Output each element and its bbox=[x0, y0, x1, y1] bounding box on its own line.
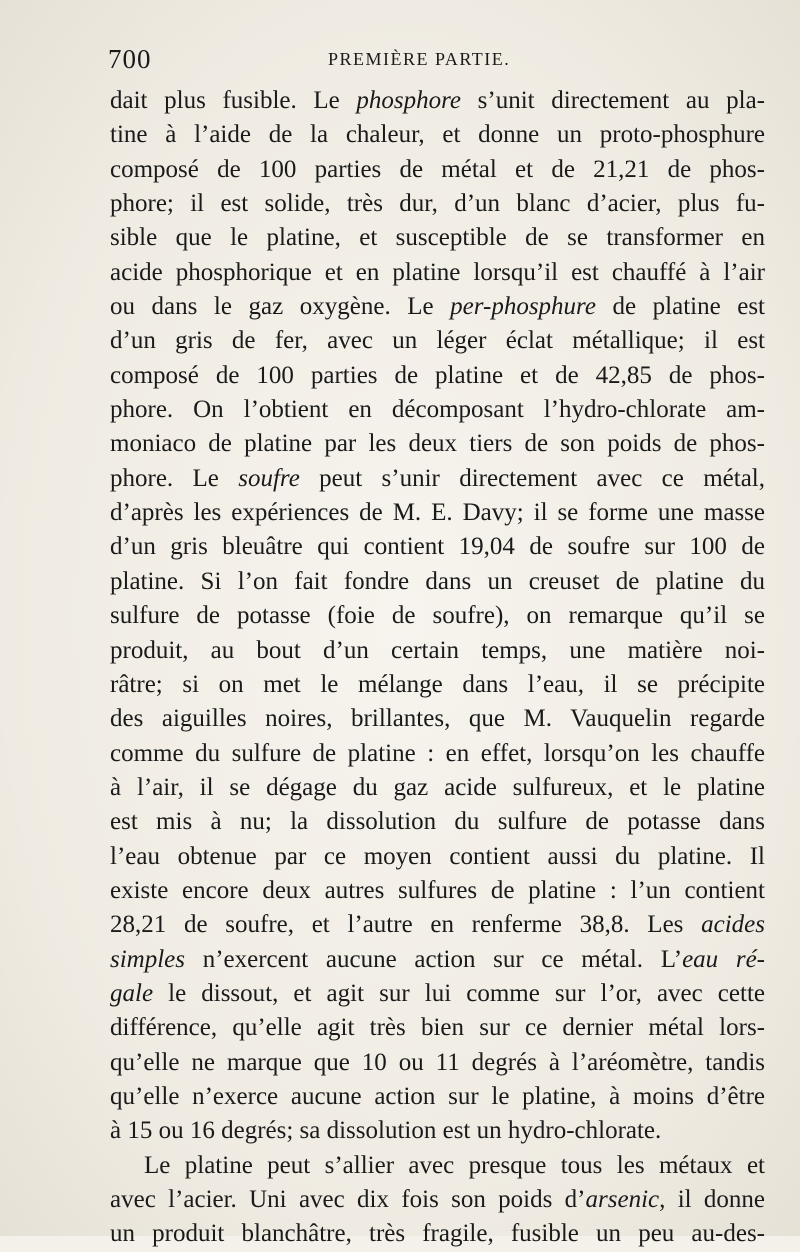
text-run: d’après les expériences de M. E. Davy; il se forme une masse bbox=[110, 499, 765, 527]
text-run: un produit blanchâtre, très fragile, fusible un peu au-des- bbox=[110, 1220, 765, 1248]
text-line bbox=[110, 1149, 765, 1183]
text-run: existe encore deux autres sulfures de platine : l’un contient bbox=[110, 876, 765, 904]
italic-term: phosphore bbox=[356, 87, 462, 114]
italic-term: acides bbox=[701, 911, 765, 939]
text-line bbox=[110, 290, 765, 324]
text-run: peut s’unir directement avec ce métal, bbox=[299, 464, 765, 492]
text-run: des aiguilles noires, brillantes, que M. Vauquelin regarde bbox=[110, 705, 765, 733]
text-run: le dissout, et agit sur lui comme sur l’or, avec cette bbox=[153, 979, 765, 1007]
text-run: avec l’acier. Uni avec dix fois son poids d’ bbox=[110, 1186, 586, 1213]
text-run: de platine est bbox=[595, 293, 765, 321]
text-line bbox=[110, 943, 765, 977]
text-run: qu’elle ne marque que 10 ou 11 degrés à l’aréomètre, tandis bbox=[110, 1048, 765, 1076]
italic-term: simples bbox=[110, 945, 185, 973]
text-run: il donne bbox=[665, 1186, 765, 1213]
italic-term: gale bbox=[110, 979, 154, 1007]
text-run: produit, au bout d’un certain temps, une matière noi- bbox=[110, 636, 765, 664]
text-line bbox=[110, 737, 765, 771]
body-text bbox=[110, 84, 765, 1252]
running-head: PREMIÈRE PARTIE. bbox=[328, 49, 511, 69]
italic-term: soufre bbox=[238, 464, 300, 492]
text-line bbox=[110, 84, 765, 118]
text-run: est mis à nu; la dissolution du sulfure de potasse dans bbox=[110, 808, 765, 836]
text-run: d’un gris de fer, avec un léger éclat métallique; il est bbox=[110, 327, 765, 355]
text-line bbox=[110, 221, 765, 255]
text-run: s’unit directement au pla- bbox=[461, 87, 765, 114]
text-line bbox=[110, 565, 765, 599]
text-run: l’eau obtenue par ce moyen contient aussi du platine. Il bbox=[110, 842, 765, 870]
text-run: sible que le platine, et susceptible de se transformer en bbox=[110, 224, 765, 252]
text-line bbox=[110, 805, 765, 839]
text-line bbox=[110, 530, 765, 564]
text-run: râtre; si on met le mélange dans l’eau, il se précipite bbox=[110, 670, 765, 698]
text-line bbox=[110, 977, 765, 1011]
text-run: sulfure de potasse (foie de soufre), on remarque qu’il se bbox=[110, 602, 765, 630]
italic-term: eau ré- bbox=[682, 945, 765, 973]
text-line bbox=[110, 634, 765, 668]
text-run: différence, qu’elle agit très bien sur ce dernier métal lors- bbox=[110, 1014, 765, 1042]
text-run: tine à l’aide de la chaleur, et donne un proto-phosphure bbox=[110, 121, 765, 149]
text-line bbox=[110, 1011, 765, 1045]
text-run: moniaco de platine par les deux tiers de son poids de phos- bbox=[110, 430, 765, 458]
text-line bbox=[110, 427, 765, 461]
text-line bbox=[110, 1217, 765, 1251]
text-line bbox=[110, 702, 765, 736]
page-header bbox=[108, 40, 668, 84]
text-line bbox=[110, 359, 765, 393]
text-run: acide phosphorique et en platine lorsqu’il est chauffé à l’air bbox=[110, 258, 765, 286]
text-run: à 15 ou 16 degrés; sa dissolution est un hydro-chlorate. bbox=[110, 1117, 662, 1145]
text-run: qu’elle n’exerce aucune action sur le platine, à moins d’être bbox=[110, 1082, 765, 1110]
text-run: phore. On l’obtient en décomposant l’hydro-chlorate am- bbox=[110, 396, 765, 424]
text-line bbox=[110, 187, 765, 221]
text-run: 28,21 de soufre, et l’autre en renferme 38,8. Les bbox=[110, 911, 702, 939]
text-run: composé de 100 parties de métal et de 21,21 de phos- bbox=[110, 155, 765, 183]
text-line bbox=[110, 908, 765, 942]
text-run: platine. Si l’on fait fondre dans un creuset de platine du bbox=[110, 567, 765, 595]
text-line bbox=[110, 496, 765, 530]
text-line bbox=[110, 1046, 765, 1080]
italic-term: per-phosphure bbox=[450, 293, 596, 321]
text-run: phore. Le bbox=[110, 464, 239, 492]
text-run: Le platine peut s’allier avec presque tous les métaux et bbox=[144, 1151, 765, 1179]
page-number: 700 bbox=[108, 44, 152, 74]
text-run: à l’air, il se dégage du gaz acide sulfureux, et le platine bbox=[110, 773, 765, 801]
text-line bbox=[110, 771, 765, 805]
text-line bbox=[110, 874, 765, 908]
text-run: dait plus fusible. Le bbox=[110, 87, 357, 114]
text-run: ou dans le gaz oxygène. Le bbox=[110, 293, 451, 321]
text-line bbox=[110, 153, 765, 187]
italic-term: arsenic, bbox=[585, 1186, 666, 1213]
text-run: composé de 100 parties de platine et de 42,85 de phos- bbox=[110, 361, 765, 389]
text-line bbox=[110, 599, 765, 633]
text-run: phore; il est solide, très dur, d’un blanc d’acier, plus fu- bbox=[110, 190, 765, 218]
text-line bbox=[110, 1114, 765, 1148]
text-line bbox=[110, 462, 765, 496]
text-line bbox=[110, 324, 765, 358]
text-line bbox=[110, 118, 765, 152]
text-line bbox=[110, 256, 765, 290]
text-line bbox=[110, 393, 765, 427]
text-run: n’exercent aucune action sur ce métal. L’ bbox=[185, 945, 683, 973]
text-line bbox=[110, 1080, 765, 1114]
text-line bbox=[110, 1183, 765, 1217]
text-run: d’un gris bleuâtre qui contient 19,04 de soufre sur 100 de bbox=[110, 533, 765, 561]
text-line bbox=[110, 840, 765, 874]
text-line bbox=[110, 668, 765, 702]
text-run: comme du sulfure de platine : en effet, lorsqu’on les chauffe bbox=[110, 739, 765, 767]
